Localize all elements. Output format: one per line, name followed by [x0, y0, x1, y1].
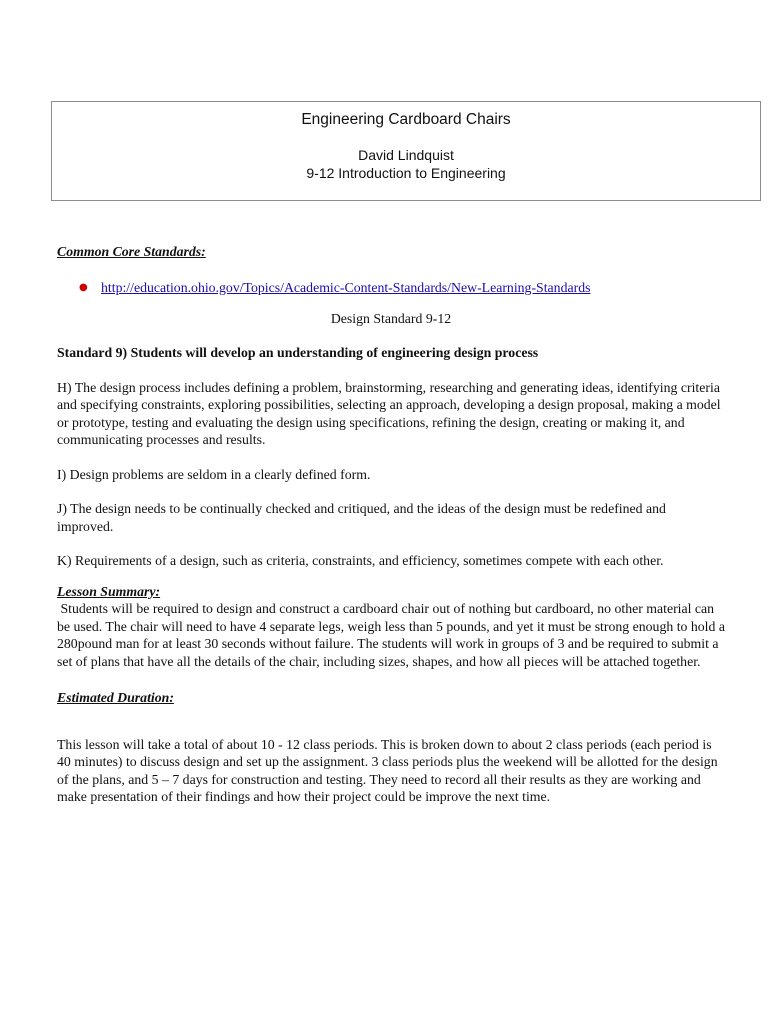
standard-item-h: H) The design process includes defining a problem, brainstorming, researching and generating ideas, identifying criteria and specifying constraints, exploring possibilities, selecting an approach, developing a design proposal, making a model or prototype, testing and evaluating the design using specifications, refining the design, creating or making it, and communicating processes and results.: [57, 379, 721, 447]
duration-text: This lesson will take a total of about 10 - 12 class periods. This is broken down to about 2 class periods (each period is 40 minutes) to discuss design and set up the assignment. 3 class periods plus the weekend will be allotted for the design of the plans, and 5 – 7 days for construction and testing. They need to record all their results as they are working and make presentation of their findings and how their project could be improve the next time.: [57, 736, 718, 804]
duration-heading: Estimated Duration:: [57, 690, 174, 705]
standard-item-i: I) Design problems are seldom in a clearly defined form.: [57, 466, 371, 482]
standard-item-j: J) The design needs to be continually checked and critiqued, and the ideas of the design must be redefined and improved.: [57, 501, 666, 534]
common-core-heading: Common Core Standards:: [57, 244, 206, 259]
document-body: [57, 243, 725, 806]
lesson-summary-heading: Lesson Summary:: [57, 583, 161, 599]
document-title: Engineering Cardboard Chairs: [301, 111, 511, 128]
author-name: David Lindquist: [358, 147, 454, 163]
lesson-summary-text: [57, 600, 725, 670]
title-box: [51, 101, 761, 201]
design-standard-label: Design Standard 9-12: [330, 310, 452, 326]
standards-link[interactable]: http://education.ohio.gov/Topics/Academic-Content-Standards/New-Learning-Standards: [101, 279, 591, 295]
standard-9-heading: Standard 9) Students will develop an understanding of engineering design process: [57, 345, 539, 360]
bullet-icon: ●: [79, 281, 88, 293]
standard-item-k: K) Requirements of a design, such as criteria, constraints, and efficiency, sometimes compete with each other.: [57, 553, 664, 568]
lesson-summary-body: Students will be required to design and construct a cardboard chair out of nothing but cardboard, no other material can be used. The chair will need to have 4 separate legs, weigh less than 5 pounds, and yet it must be strong enough to hold a 280pound man for at least 30 seconds without failure. The students will work in groups of 3 and be required to submit a set of plans that have all the details of the chair, including sizes, shapes, and how all pieces will be attached together.: [57, 601, 725, 669]
course-name: 9-12 Introduction to Engineering: [306, 165, 506, 181]
standards-link-item: [57, 279, 725, 297]
